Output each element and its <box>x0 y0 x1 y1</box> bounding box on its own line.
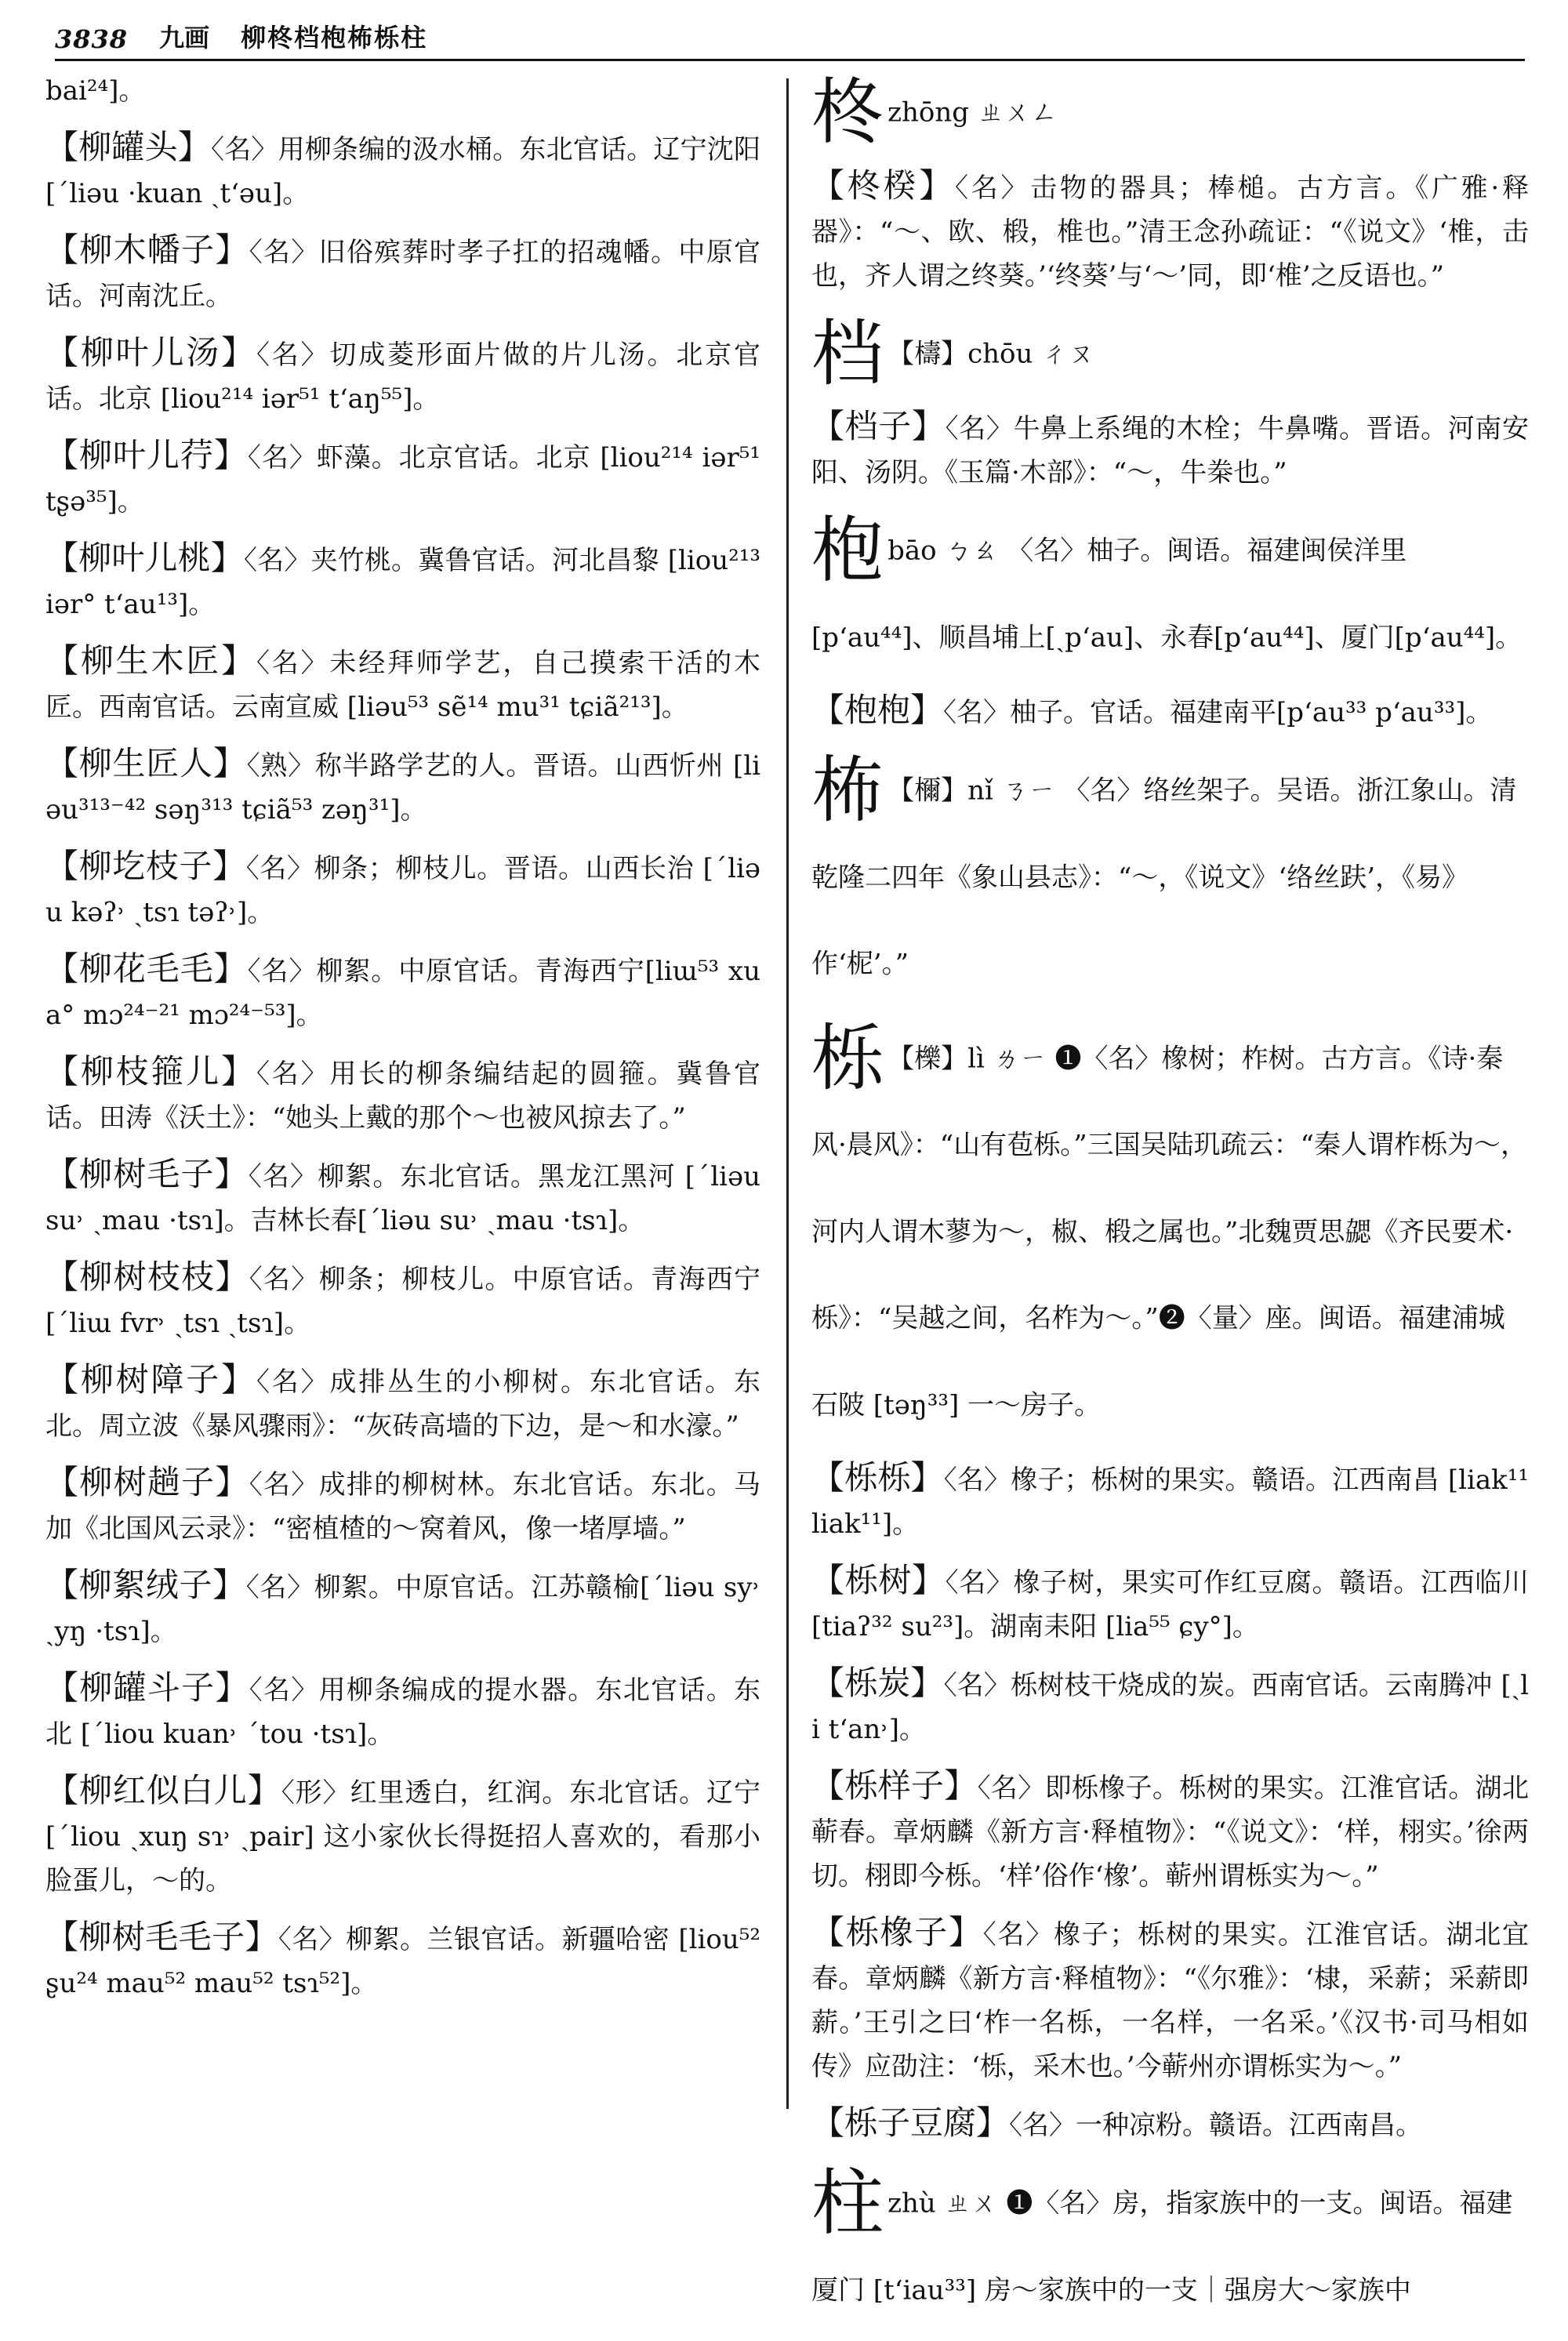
compound-entry <box>811 1559 1529 1649</box>
entry-definition: 〈名〉柳条；柳枝儿。中原官话。青海西宁 [ˊliɯ fvr˒ ˏtsɿ ˏtsɿ]。 <box>45 1264 760 1339</box>
head-pronunciation-definition: 【檷】nǐ ㄋㄧ 〈名〉络丝架子。吴语。浙江象山。清乾隆二四年《象山县志》：“～，《说文》‘络丝趺’，《易》作‘柅’。” <box>811 775 1517 980</box>
entry-definition: 〈名〉击物的器具；棒槌。古方言。《广雅·释器》：“～、欧、椴，椎也。”清王念孙疏证：“《说文》‘椎，击也，齐人谓之终葵。’‘终葵’与‘～’同，即‘椎’之反语也。” <box>811 172 1529 292</box>
entry-definition: 〈名〉柳絮。东北官话。黑龙江黑河 [ˊliəu su˒ ˏmau ·tsɿ]。吉林长春[ˊliəu su˒ ˏmau ·tsɿ]。 <box>45 1161 760 1236</box>
character-head-entry <box>811 747 1529 1007</box>
right-column <box>811 69 1529 2341</box>
character-head-entry <box>811 507 1529 681</box>
entry-headword: 【柳树毛毛子】 <box>45 1918 278 1956</box>
compound-entry <box>45 947 760 1037</box>
entry-definition: 〈名〉橡子树，果实可作红豆腐。赣语。江西临川 [tiaʔ³² su²³]。湖南耒阳 [lia⁵⁵ ɕy°]。 <box>811 1567 1529 1642</box>
head-pronunciation-definition: zhù ㄓㄨ ❶〈名〉房，指家族中的一支。闽语。福建厦门 [tʻiau³³] 房～家族中的一支｜强房大～家族中 <box>811 2187 1513 2306</box>
entry-definition: 〈形〉红里透白，红润。东北官话。辽宁 [ˊliou ˏxuŋ sɿ˒ ˏpair] 这小家伙长得挺招人喜欢的，看那小脸蛋儿，～的。 <box>45 1777 760 1896</box>
entry-headword: 【栎炭】 <box>811 1664 944 1702</box>
compound-entry <box>45 1461 760 1551</box>
entry-headword: 【栎样子】 <box>811 1766 978 1805</box>
compound-entry <box>811 1911 1529 2089</box>
entry-headword: 【柳树枝枝】 <box>45 1258 249 1296</box>
entry-headword: 【柳树障子】 <box>45 1360 256 1399</box>
left-entry-list <box>45 125 760 2005</box>
entry-definition: 〈名〉柚子。官话。福建南平[pʻau³³ pʻau³³]。 <box>943 697 1493 728</box>
entry-definition: 〈名〉栎树枝干烧成的炭。西南官话。云南腾冲 [ˏli tʻan˒]。 <box>811 1670 1529 1745</box>
compound-entry <box>45 742 760 832</box>
entry-definition: 〈名〉成排丛生的小柳树。东北官话。东北。周立波《暴风骤雨》：“灰砖高墙的下边，是～和水濠。” <box>45 1366 760 1442</box>
entry-headword: 【栎橡子】 <box>811 1913 983 1951</box>
compound-entry <box>45 1769 760 1903</box>
entry-headword: 【柳罐斗子】 <box>45 1668 249 1707</box>
compound-entry <box>45 1666 760 1756</box>
head-pronunciation-definition: 【櫟】lì ㄌㄧ ❶〈名〉橡树；柞树。古方言。《诗·秦风·晨风》：“山有苞栎。”三国吴陆玑疏云：“秦人谓柞栎为～，河内人谓木蓼为～，椒、椴之属也。”北魏贾思勰《齐民要术·栎》：“吴越之间，名柞为～。”❷〈量〉座。闽语。福建浦城石陂 [təŋ³³] 一～房子。 <box>811 1043 1527 1421</box>
entry-definition: 〈名〉柳絮。中原官话。青海西宁[liɯ⁵³ xua° mɔ²⁴⁻²¹ mɔ²⁴⁻⁵³]。 <box>45 956 760 1031</box>
entry-headword: 【柳木幡子】 <box>45 230 249 269</box>
entry-definition: 〈名〉夹竹桃。冀鲁官话。河北昌黎 [liou²¹³ iər° tʻau¹³]。 <box>45 545 760 620</box>
compound-entry <box>45 1358 760 1448</box>
character-head-entry <box>811 1015 1529 1449</box>
entry-headword: 【档子】 <box>811 407 946 445</box>
entry-headword: 【栎子豆腐】 <box>811 2103 1010 2142</box>
entry-headword: 【栎栎】 <box>811 1458 944 1497</box>
entry-headword: 【栎树】 <box>811 1561 946 1599</box>
page-number: 3838 <box>55 24 129 54</box>
entry-definition: 〈名〉未经拜师学艺，自己摸索干活的木匠。西南官话。云南宣威 [liəu⁵³ sẽ¹⁴ mu³¹ tɕiã²¹³]。 <box>45 648 760 723</box>
compound-entry <box>45 1915 760 2005</box>
head-character: 柱 <box>811 2161 884 2245</box>
page-header <box>55 16 1525 61</box>
entry-headword: 【柳圪枝子】 <box>45 847 246 885</box>
compound-entry <box>811 164 1529 298</box>
character-head-entry <box>811 69 1529 156</box>
head-pronunciation-definition: bāo ㄅㄠ 〈名〉柚子。闽语。福建闽侯洋里[pʻau⁴⁴]、顺昌埔上[ˏpʻau]、永春[pʻau⁴⁴]、厦门[pʻau⁴⁴]。 <box>811 535 1523 653</box>
entry-headword: 【柳树趟子】 <box>45 1463 249 1501</box>
entry-headword: 【柳枝箍儿】 <box>45 1052 256 1091</box>
entry-headword: 【柳生木匠】 <box>45 641 256 680</box>
head-character: 柊 <box>811 70 884 154</box>
entry-headword: 【柳叶儿荇】 <box>45 436 248 474</box>
compound-entry <box>811 688 1529 735</box>
entry-headword: 【柳叶儿汤】 <box>45 333 256 372</box>
entry-definition: 〈名〉柳絮。兰银官话。新疆哈密 [liou⁵² ʂu²⁴ mau⁵² mau⁵² tsɿ⁵²]。 <box>45 1924 760 1999</box>
stroke-count-label: 九画 <box>159 23 210 53</box>
entry-headword: 【柳罐头】 <box>45 128 211 166</box>
entry-definition: 〈名〉虾藻。北京官话。北京 [liou²¹⁴ iər⁵¹ tʂə³⁵]。 <box>45 442 760 517</box>
entry-definition: 〈名〉切成菱形面片做的片儿汤。北京官话。北京 [liou²¹⁴ iər⁵¹ tʻaŋ⁵⁵]。 <box>45 339 760 415</box>
entry-definition: 〈名〉即栎橡子。栎树的果实。江淮官话。湖北蕲春。章炳麟《新方言·释植物》：“《说文》：‘样，栩实。’徐两切。栩即今栎。‘样’俗作‘橡’。蕲州谓栎实为～。” <box>811 1773 1529 1892</box>
entry-definition: 〈名〉成排的柳树林。东北官话。东北。马加《北国风云录》：“密植楂的～窝着风，像一堵厚墙。” <box>45 1469 760 1544</box>
head-character: 档 <box>811 311 884 395</box>
compound-entry <box>45 331 760 421</box>
entry-definition: 〈名〉一种凉粉。赣语。江西南昌。 <box>1009 2110 1423 2141</box>
head-character: 枹 <box>811 508 884 593</box>
column-divider <box>786 78 789 2109</box>
right-entry-list <box>811 69 1529 2333</box>
compound-entry <box>45 1563 760 1653</box>
entry-headword: 【柳生匠人】 <box>45 744 247 782</box>
entry-definition: 〈名〉用柳条编成的提水器。东北官话。东北 [ˊliou kuan˒ ˊtou ·tsɿ]。 <box>45 1675 760 1750</box>
compound-entry <box>811 2101 1529 2147</box>
character-head-entry <box>811 310 1529 397</box>
compound-entry <box>45 639 760 729</box>
compound-entry <box>45 1050 760 1140</box>
entry-definition: 〈名〉牛鼻上系绳的木栓；牛鼻嘴。晋语。河南安阳、汤阴。《玉篇·木部》：“～，牛桊也。” <box>811 413 1529 488</box>
entry-definition: 〈名〉柳絮。中原官话。江苏赣榆[ˊliəu sy˒ ˏyŋ ·tsɿ]。 <box>45 1572 760 1647</box>
compound-entry <box>45 228 760 318</box>
head-pronunciation-definition: zhōng ㄓㄨㄥ <box>887 96 1058 129</box>
header-characters: 柳柊档枹柨栎柱 <box>241 23 428 53</box>
entry-definition: 〈名〉橡子；栎树的果实。赣语。江西南昌 [liak¹¹ liak¹¹]。 <box>811 1464 1529 1540</box>
entry-headword: 【枹枹】 <box>811 691 944 729</box>
entry-definition: 〈名〉旧俗殡葬时孝子扛的招魂幡。中原官话。河南沈丘。 <box>45 237 760 312</box>
entry-headword: 【柳絮绒子】 <box>45 1566 246 1604</box>
head-pronunciation-definition: 【檮】chōu ㄔㄡ <box>887 338 1095 369</box>
compound-entry <box>811 1764 1529 1898</box>
entry-definition: 〈名〉柳条；柳枝儿。晋语。山西长治 [ˊliəu kəʔ˒ ˏtsɿ təʔ˒]。 <box>45 853 760 928</box>
entry-headword: 【柳叶儿桃】 <box>45 539 245 577</box>
head-character: 柨 <box>811 748 884 833</box>
entry-headword: 【柳红似白儿】 <box>45 1771 281 1809</box>
compound-entry <box>45 844 760 935</box>
compound-entry <box>45 536 760 626</box>
compound-entry <box>811 405 1529 495</box>
continuation-text: bai²⁴]。 <box>45 75 146 107</box>
entry-definition: 〈熟〉称半路学艺的人。晋语。山西忻州 [liəu³¹³⁻⁴² səŋ³¹³ tɕiã⁵³ zəŋ³¹]。 <box>45 750 760 826</box>
left-column <box>45 69 760 2018</box>
compound-entry <box>45 125 760 216</box>
compound-entry <box>811 1456 1529 1546</box>
compound-entry <box>45 1152 760 1243</box>
compound-entry <box>45 1255 760 1345</box>
entry-headword: 【柳花毛毛】 <box>45 949 248 988</box>
entry-definition: 〈名〉橡子；栎树的果实。江淮官话。湖北宜春。章炳麟《新方言·释植物》：“《尔雅》：‘棣，采薪；采薪即薪。’王引之曰‘柞一名栎，一名样，一名采。’《汉书·司马相如传》应劭注：‘栎，采木也。’今蕲州亦谓栎实为～。” <box>811 1919 1529 2082</box>
head-character: 栎 <box>811 1016 884 1100</box>
entry-headword: 【柊楑】 <box>811 165 956 205</box>
entry-definition: 〈名〉用柳条编的汲水桶。东北官话。辽宁沈阳[ˊliəu ·kuan ˏtʻəu]。 <box>45 134 760 209</box>
compound-entry <box>45 434 760 524</box>
character-head-entry <box>811 2160 1529 2333</box>
entry-definition: 〈名〉用长的柳条编结起的圆箍。冀鲁官话。田涛《沃土》：“她头上戴的那个～也被风掠去了。” <box>45 1058 760 1134</box>
entry-headword: 【柳树毛子】 <box>45 1155 249 1193</box>
compound-entry <box>811 1661 1529 1751</box>
